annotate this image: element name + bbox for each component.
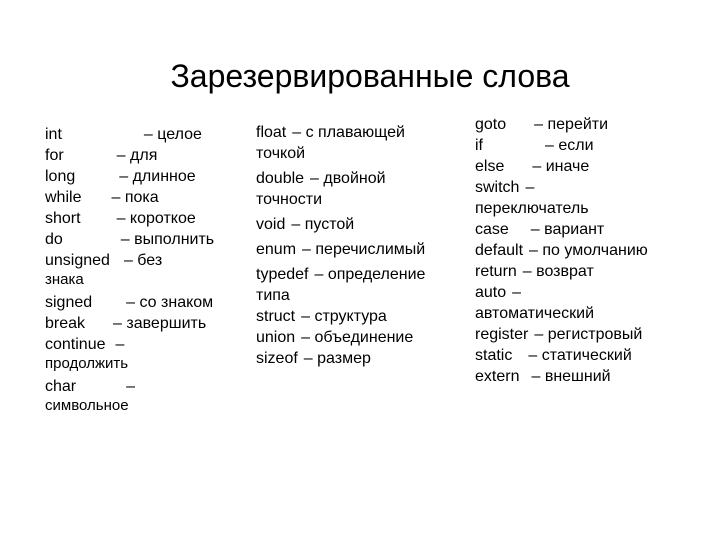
keyword-entry xyxy=(45,208,245,229)
keyword: int xyxy=(45,126,62,143)
keyword-meaning: – xyxy=(115,336,125,353)
keyword-entry xyxy=(45,145,245,166)
keyword: void xyxy=(256,216,286,233)
keyword: sizeof xyxy=(256,350,298,367)
keyword-entry xyxy=(45,124,245,145)
keyword-entry xyxy=(475,156,715,177)
keyword: break xyxy=(45,315,86,332)
keyword: while xyxy=(45,189,82,206)
keyword-meaning: – если xyxy=(545,137,594,154)
keyword-entry xyxy=(256,214,471,235)
keyword-entry xyxy=(475,345,715,366)
keywords-column-1 xyxy=(45,124,245,414)
keyword-meaning: – длинное xyxy=(119,168,196,185)
keyword-meaning-continuation: автоматический xyxy=(475,305,595,322)
keyword-meaning: – с плавающей xyxy=(292,124,405,141)
keyword-meaning: – перечислимый xyxy=(302,241,426,258)
keyword-entry xyxy=(256,348,471,369)
keyword-entry xyxy=(475,261,715,282)
keyword: for xyxy=(45,147,64,164)
keyword-entry xyxy=(475,324,715,345)
keyword: unsigned xyxy=(45,252,110,269)
keyword-meaning-continuation: точкой xyxy=(256,145,306,162)
keyword-entry xyxy=(45,376,245,397)
keyword: auto xyxy=(475,284,507,301)
keyword-meaning: – определение xyxy=(314,266,426,283)
keyword-meaning-continuation: точности xyxy=(256,191,323,208)
keyword: struct xyxy=(256,308,296,325)
keyword-entry xyxy=(475,114,715,135)
keyword-meaning: – xyxy=(126,378,136,395)
keyword-entry xyxy=(475,177,715,198)
keyword-meaning: – короткое xyxy=(116,210,196,227)
keyword-meaning: – со знаком xyxy=(126,294,214,311)
keyword-meaning: – без xyxy=(123,252,163,269)
keyword-meaning: – внешний xyxy=(531,368,611,385)
keyword-meaning-continuation: продолжить xyxy=(45,355,129,372)
keyword-entry xyxy=(475,366,715,387)
keyword-entry xyxy=(256,264,471,285)
keyword: long xyxy=(45,168,76,185)
keyword: switch xyxy=(475,179,520,196)
keyword: double xyxy=(256,170,305,187)
keyword: signed xyxy=(45,294,93,311)
keyword-meaning: – объединение xyxy=(301,329,414,346)
keyword: union xyxy=(256,329,296,346)
keyword-meaning: – для xyxy=(116,147,158,164)
keyword-entry xyxy=(45,313,245,334)
keyword: static xyxy=(475,347,513,364)
keyword-entry xyxy=(475,240,715,261)
keyword-meaning-continuation: типа xyxy=(256,287,290,304)
keyword: float xyxy=(256,124,287,141)
slide-title: Зарезервированные слова xyxy=(170,58,570,94)
keyword-entry xyxy=(45,334,245,355)
keyword-entry xyxy=(45,166,245,187)
keyword-entry xyxy=(45,292,245,313)
keyword-entry xyxy=(256,168,471,189)
keyword-meaning: – xyxy=(525,179,535,196)
keyword-entry xyxy=(45,187,245,208)
keyword-meaning: – размер xyxy=(303,350,371,367)
keyword: continue xyxy=(45,336,106,353)
keyword: case xyxy=(475,221,509,238)
keyword-meaning: – двойной xyxy=(310,170,386,187)
keyword-meaning: – целое xyxy=(143,126,202,143)
keywords-column-3 xyxy=(475,114,715,387)
keyword-entry xyxy=(256,122,471,143)
keyword-meaning: – выполнить xyxy=(120,231,215,248)
keyword-entry xyxy=(45,229,245,250)
keyword-meaning: – завершить xyxy=(113,315,207,332)
keyword: default xyxy=(475,242,524,259)
keyword-meaning: – пока xyxy=(111,189,159,206)
keyword: enum xyxy=(256,241,297,258)
keyword: extern xyxy=(475,368,520,385)
keyword: goto xyxy=(475,116,507,133)
keyword-meaning-continuation: символьное xyxy=(45,397,129,414)
keyword: typedef xyxy=(256,266,309,283)
keyword-entry xyxy=(475,282,715,303)
keyword-meaning: – вариант xyxy=(530,221,605,238)
keyword-meaning: – по умолчанию xyxy=(529,242,648,259)
keyword-meaning: – структура xyxy=(301,308,387,325)
keyword-meaning: – пустой xyxy=(291,216,355,233)
keyword-meaning: – регистровый xyxy=(534,326,643,343)
keyword: else xyxy=(475,158,505,175)
keyword: short xyxy=(45,210,81,227)
keyword: char xyxy=(45,378,77,395)
keyword-entry xyxy=(256,306,471,327)
keyword: return xyxy=(475,263,517,280)
keyword: if xyxy=(475,137,483,154)
keyword-meaning: – иначе xyxy=(532,158,590,175)
keywords-column-2 xyxy=(256,122,471,369)
keyword-meaning-continuation: переключатель xyxy=(475,200,589,217)
keyword-meaning: – возврат xyxy=(522,263,594,280)
keyword-entry xyxy=(256,327,471,348)
keyword-entry xyxy=(475,135,715,156)
keyword-meaning: – перейти xyxy=(534,116,609,133)
keyword-meaning: – статический xyxy=(528,347,632,364)
keyword-entry xyxy=(475,219,715,240)
keyword: do xyxy=(45,231,63,248)
keyword: register xyxy=(475,326,529,343)
keyword-meaning: – xyxy=(512,284,522,301)
keyword-meaning-continuation: знака xyxy=(45,271,84,288)
keyword-entry xyxy=(256,239,471,260)
keyword-entry xyxy=(45,250,245,271)
